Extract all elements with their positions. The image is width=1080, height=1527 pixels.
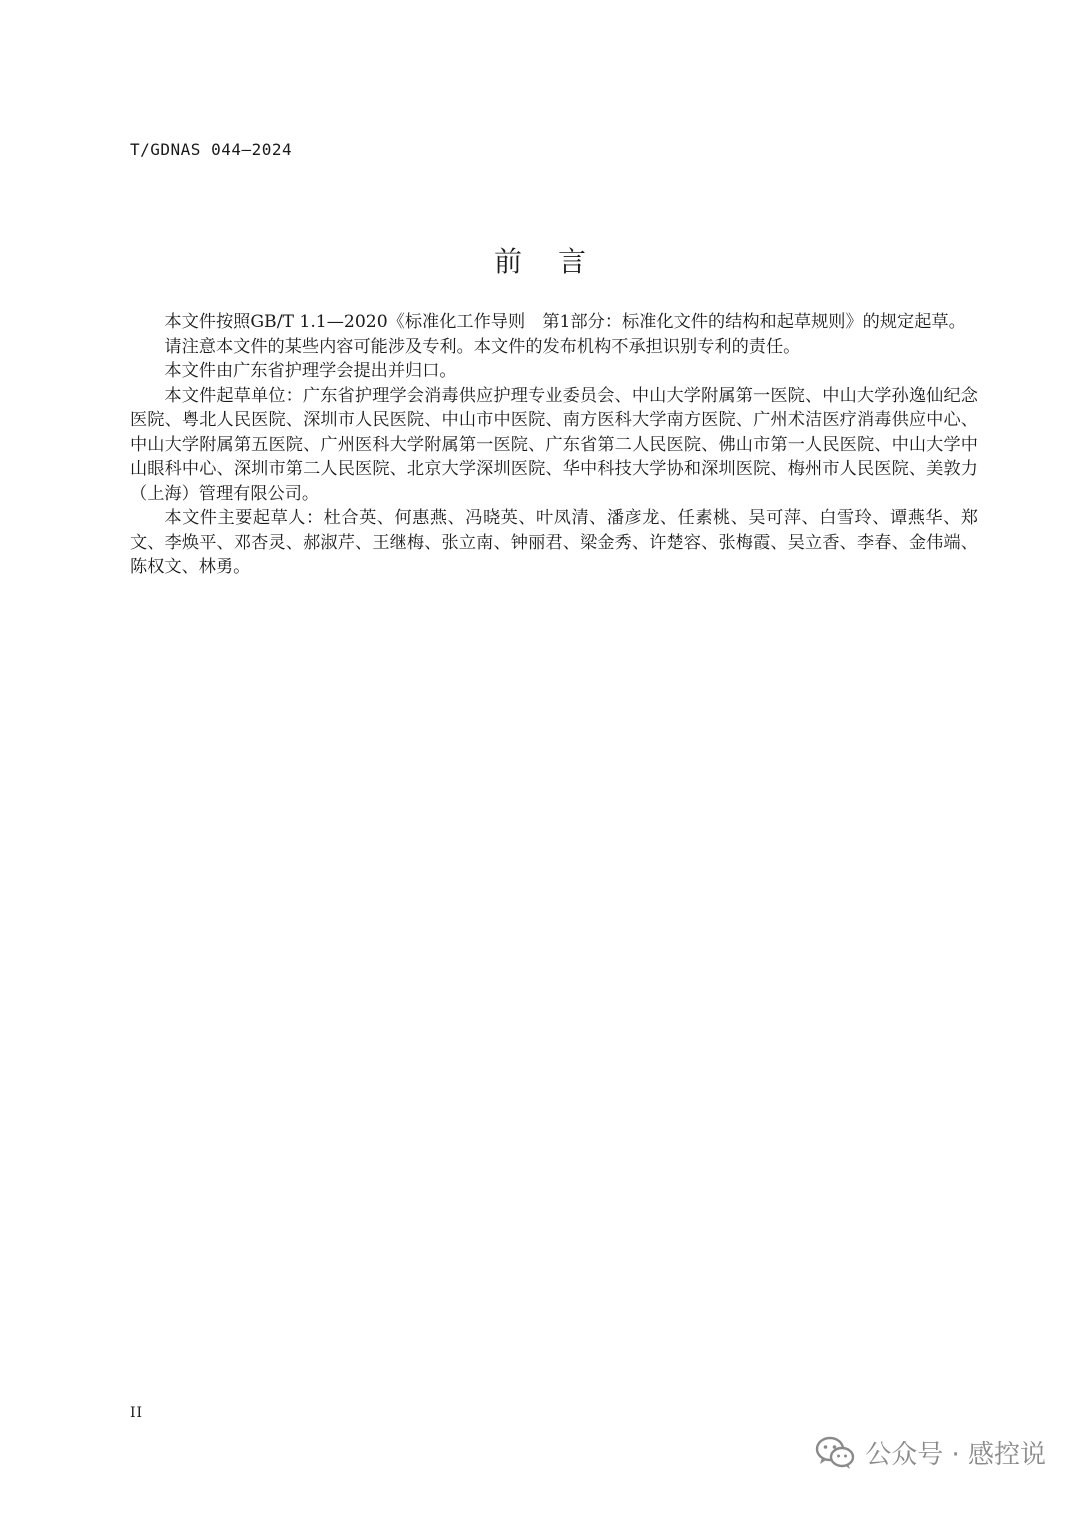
paragraph-proposer: 本文件由广东省护理学会提出并归口。 xyxy=(164,361,457,381)
paragraph-patent-notice: 请注意本文件的某些内容可能涉及专利。本文件的发布机构不承担识别专利的责任。 xyxy=(164,336,801,357)
page-number: II xyxy=(130,1405,144,1421)
watermark xyxy=(815,1434,1046,1471)
wechat-icon xyxy=(815,1436,855,1470)
page-title: 前言 xyxy=(493,245,622,278)
foreword-body xyxy=(130,310,978,580)
paragraph-main-drafters: 本文件主要起草人：杜合英、何惠燕、冯晓英、叶凤清、潘彦龙、任素桃、吴可萍、白雪玲、谭燕华、郑文、李焕平、邓杏灵、郝淑芹、王继梅、张立南、钟丽君、梁金秀、许楚容、张梅霞、吴立香、李春、金伟端、陈权文、林勇。 xyxy=(130,508,978,577)
document-code: T/GDNAS 044—2024 xyxy=(130,140,293,159)
watermark-text: 公众号 · 感控说 xyxy=(865,1440,1046,1470)
paragraph-drafting-rules: 本文件按照GB/T 1.1—2020《标准化工作导则 第1部分：标准化文件的结构和起草规则》的规定起草。 xyxy=(164,312,966,332)
paragraph-drafting-units: 本文件起草单位：广东省护理学会消毒供应护理专业委员会、中山大学附属第一医院、中山大学孙逸仙纪念医院、粤北人民医院、深圳市人民医院、中山市中医院、南方医科大学南方医院、广州术洁医疗消毒供应中心、中山大学附属第五医院、广州医科大学附属第一医院、广东省第二人民医院、佛山市第一人民医院、中山大学中山眼科中心、深圳市第二人民医院、北京大学深圳医院、华中科技大学协和深圳医院、梅州市人民医院、美敦力（上海）管理有限公司。 xyxy=(130,385,978,504)
